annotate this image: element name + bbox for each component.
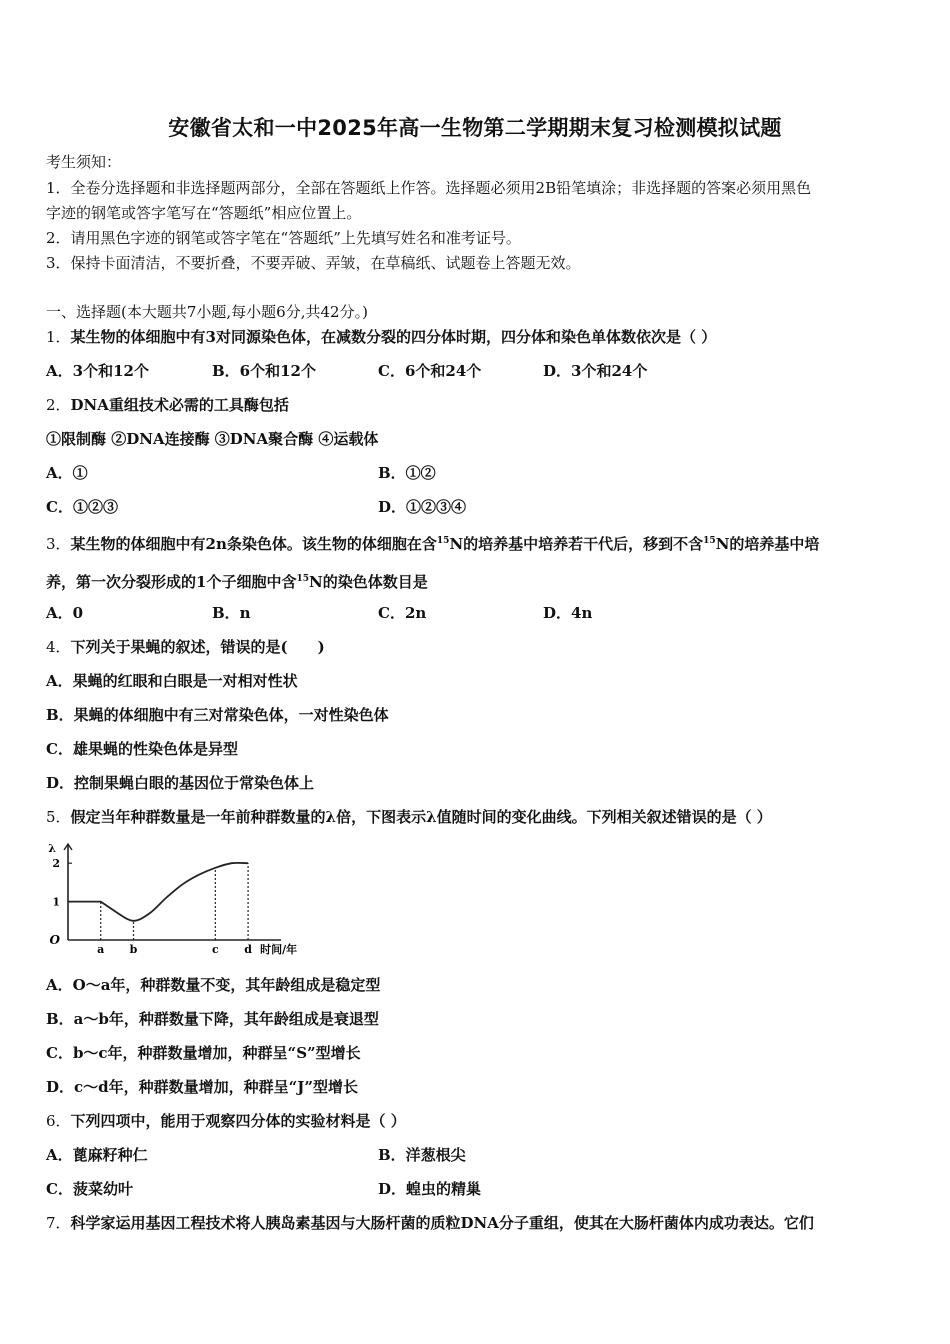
q6-option-c: C．菠菜幼叶: [46, 1180, 133, 1198]
question-2: [46, 395, 289, 415]
q3-option-b: B．n: [212, 604, 251, 622]
question-text: 假定当年种群数量是一年前种群数量的λ倍，下图表示λ值随时间的变化曲线。下列相关叙述错误的是（ ）: [70, 808, 772, 826]
question-5: [46, 807, 772, 827]
x-axis-label: 时间/年: [260, 943, 298, 956]
q5-option-c: C．b～c年，种群数量增加，种群呈“S”型增长: [46, 1044, 361, 1062]
origin-label: O: [49, 933, 60, 947]
q4-option-b: B．果蝇的体细胞中有三对常染色体，一对性染色体: [46, 706, 389, 724]
q5-option-a: A．O～a年，种群数量不变，其年龄组成是稳定型: [46, 976, 381, 994]
y-axis-label: λ: [48, 842, 56, 855]
text-part: 某生物的体细胞中有2n条染色体。该生物的体细胞在含: [70, 535, 437, 553]
q4-option-d: D．控制果蝇白眼的基因位于常染色体上: [46, 774, 315, 792]
q4-option-c: C．雄果蝇的性染色体是异型: [46, 740, 238, 758]
question-number: 4．: [46, 638, 71, 656]
notice-heading: 考生须知：: [46, 153, 122, 171]
lambda-curve: [68, 863, 248, 921]
q6-option-b: B．洋葱根尖: [378, 1146, 466, 1164]
notice-item-2: 2．请用黑色字迹的钢笔或答字笔在“答题纸”上先填写姓名和准考证号。: [46, 229, 521, 247]
text-part: N的染色体数目是: [308, 573, 428, 591]
q2-option-c: C．①②③: [46, 498, 118, 516]
q2-option-d: D．①②③④: [378, 498, 467, 516]
section-heading: 一、选择题(本大题共7小题,每小题6分,共42分。): [46, 303, 368, 321]
question-text: DNA重组技术必需的工具酶包括: [70, 396, 289, 414]
x-tick-label: a: [97, 943, 105, 956]
x-tick-label: b: [129, 943, 138, 956]
notice-item-1-cont: 字迹的钢笔或答字笔写在“答题纸”相应位置上。: [46, 204, 362, 222]
question-1: [46, 327, 716, 347]
question-number: 6．: [46, 1112, 71, 1130]
question-text: [71, 535, 820, 553]
q6-option-d: D．蝗虫的精巢: [378, 1180, 482, 1198]
superscript: 15: [703, 536, 716, 546]
question-3: [46, 531, 819, 554]
question-number: 2．: [46, 396, 71, 414]
lambda-curve-chart: [46, 838, 356, 956]
superscript: 15: [296, 574, 309, 584]
q3-option-a: A．0: [46, 604, 84, 622]
q5-option-d: D．c～d年，种群数量增加，种群呈“J”型增长: [46, 1078, 358, 1096]
q5-option-b: B．a～b年，种群数量下降，其年龄组成是衰退型: [46, 1010, 379, 1028]
y-tick-label: 2: [52, 857, 60, 871]
question-number: 3．: [46, 535, 71, 553]
page-title: 安徽省太和一中2025年高一生物第二学期期末复习检测模拟试题: [168, 116, 782, 140]
q1-option-c: C．6个和24个: [378, 362, 482, 380]
question-3-cont: [46, 569, 428, 592]
question-7: [46, 1213, 814, 1233]
q6-option-a: A．蓖麻籽种仁: [46, 1146, 148, 1164]
q3-option-c: C．2n: [378, 604, 427, 622]
text-part: N的培养基中培养若干代后，移到不含: [449, 535, 704, 553]
question-6: [46, 1111, 406, 1131]
q4-option-a: A．果蝇的红眼和白眼是一对相对性状: [46, 672, 298, 690]
superscript: 15: [436, 536, 450, 546]
question-text: 下列四项中，能用于观察四分体的实验材料是（ ）: [70, 1112, 406, 1130]
text-part: 养，第一次分裂形成的1个子细胞中含: [46, 573, 297, 591]
question-4: [46, 637, 325, 657]
question-text: 下列关于果蝇的叙述，错误的是( ): [70, 638, 325, 656]
q3-option-d: D．4n: [543, 604, 593, 622]
q1-option-a: A．3个和12个: [46, 362, 149, 380]
question-text: 某生物的体细胞中有3对同源染色体，在减数分裂的四分体时期，四分体和染色单体数依次是（ ）: [70, 328, 717, 346]
notice-item-1: 1．全卷分选择题和非选择题两部分，全部在答题纸上作答。选择题必须用2B铅笔填涂；非选择题的答案必须用黑色: [46, 179, 812, 197]
q1-option-b: B．6个和12个: [212, 362, 316, 380]
x-tick-label: c: [211, 943, 219, 956]
q2-option-b: B．①②: [378, 464, 436, 482]
notice-item-3: 3．保持卡面清洁，不要折叠，不要弄破、弄皱，在草稿纸、试题卷上答题无效。: [46, 254, 581, 272]
q1-option-d: D．3个和24个: [543, 362, 648, 380]
question-text: 科学家运用基因工程技术将人胰岛素基因与大肠杆菌的质粒DNA分子重组，使其在大肠杆菌体内成功表达。它们: [70, 1214, 814, 1232]
q2-choices: ①限制酶 ②DNA连接酶 ③DNA聚合酶 ④运载体: [46, 430, 379, 448]
question-number: 1．: [46, 328, 71, 346]
question-number: 5．: [46, 808, 71, 826]
q2-option-a: A．①: [46, 464, 88, 482]
question-number: 7．: [46, 1214, 71, 1232]
x-tick-label: d: [244, 943, 252, 956]
text-part: N的培养基中培: [715, 535, 820, 553]
y-tick-label: 1: [52, 895, 60, 909]
